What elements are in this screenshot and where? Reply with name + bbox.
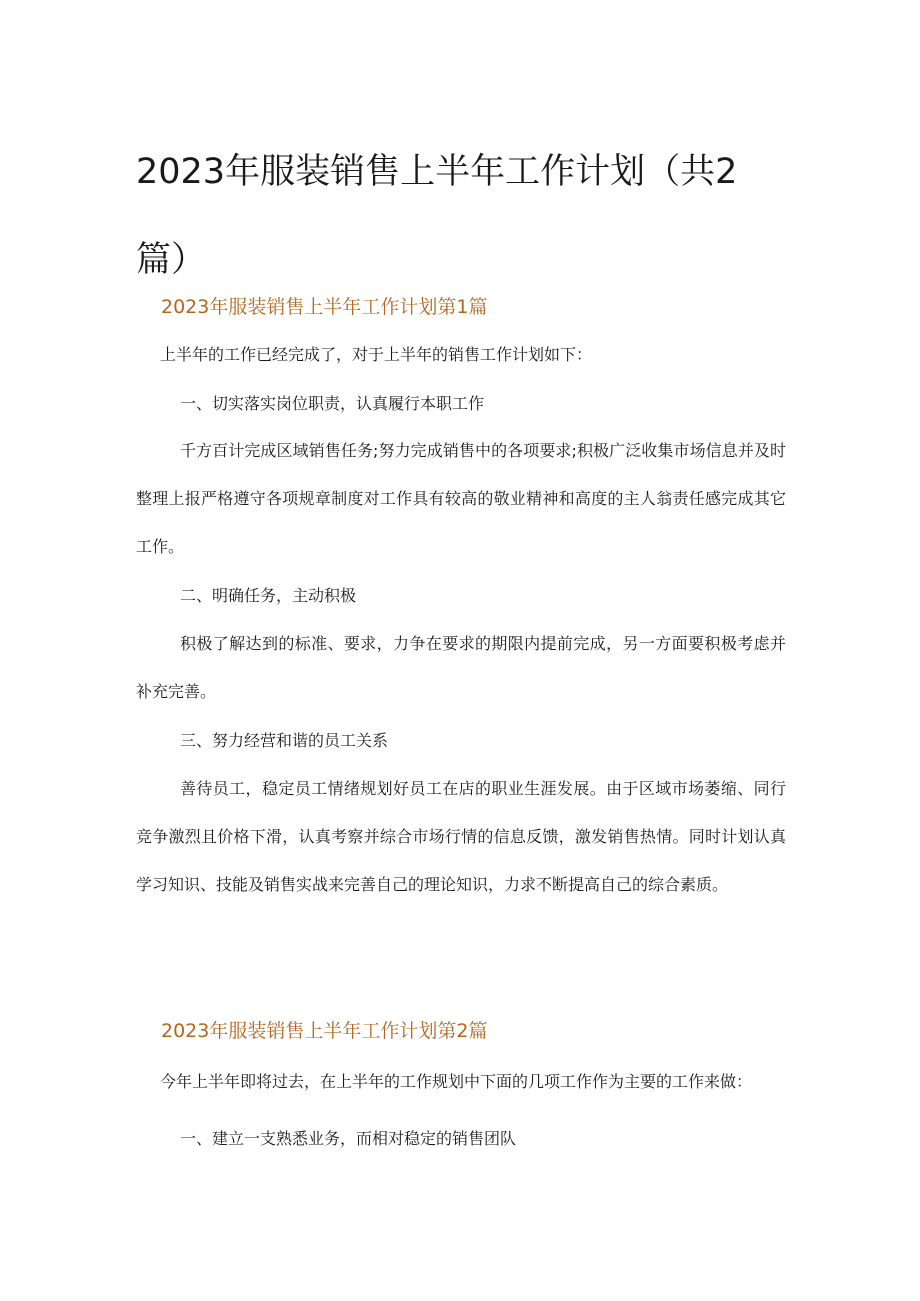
section-2-item-1-title: 一、建立一支熟悉业务，而相对稳定的销售团队 <box>180 1129 517 1148</box>
section-1-item-2-body: 积极了解达到的标准、要求，力争在要求的期限内提前完成，另一方面要积极考虑并补充完善。 <box>136 634 786 701</box>
document-title: 2023年服装销售上半年工作计划（共2篇） <box>136 152 738 280</box>
section-1-intro: 上半年的工作已经完成了，对于上半年的销售工作计划如下： <box>160 345 593 364</box>
section-1-item-1-title: 一、切实落实岗位职责，认真履行本职工作 <box>180 394 485 413</box>
section-1-item-3-title: 三、努力经营和谐的员工关系 <box>180 731 389 750</box>
section-1-item-2-title: 二、明确任务，主动积极 <box>180 586 357 605</box>
section-2-intro: 今年上半年即将过去，在上半年的工作规划中下面的几项工作作为主要的工作来做： <box>160 1072 753 1091</box>
section-1-heading: 2023年服装销售上半年工作计划第1篇 <box>161 296 488 318</box>
section-1-item-3-body: 善待员工，稳定员工情绪规划好员工在店的职业生涯发展。由于区域市场萎缩、同行竞争激烈且价格下滑，认真考察并综合市场行情的信息反馈，激发销售热情。同时计划认真学习知识、技能及销售实战来完善自己的理论知识，力求不断提高自己的综合素质。 <box>136 779 786 894</box>
section-1-item-1-body: 千方百计完成区域销售任务;努力完成销售中的各项要求;积极广泛收集市场信息并及时整理上报严格遵守各项规章制度对工作具有较高的敬业精神和高度的主人翁责任感完成其它工作。 <box>136 441 786 556</box>
section-2-heading: 2023年服装销售上半年工作计划第2篇 <box>161 1020 488 1042</box>
